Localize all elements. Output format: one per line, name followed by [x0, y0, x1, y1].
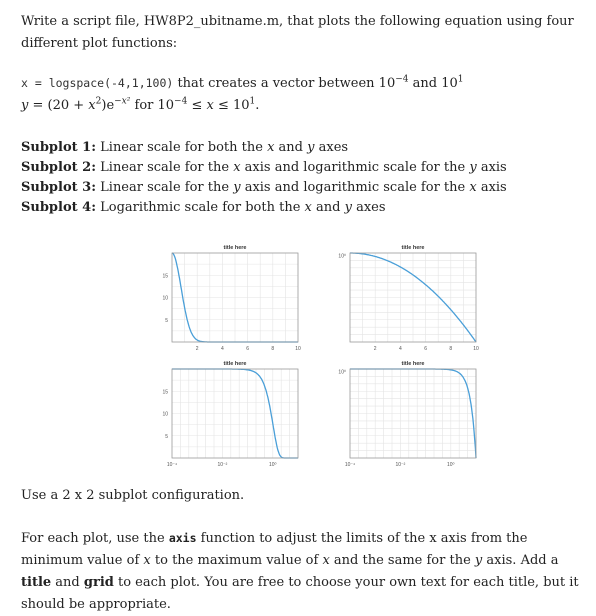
subplot-3-spec: [21, 180, 507, 195]
subplot-1-text-a: Linear scale for both the: [96, 140, 268, 155]
subplot-4-text-b: and: [311, 200, 345, 215]
y-sq: 2: [95, 96, 102, 107]
grid-keyword: grid: [83, 575, 114, 590]
y-leq-2: ≤ 10: [213, 98, 250, 113]
subplot-2-text-c: axis: [476, 160, 507, 175]
y-lhs: y: [21, 98, 29, 113]
subplot-3-x: x: [469, 180, 477, 195]
subplot-4-x-tick-label: 10⁻²: [395, 462, 406, 468]
final-x-2: x: [322, 553, 330, 568]
subplot-1-title: title here: [223, 245, 247, 251]
subplot-4-text-c: axes: [351, 200, 386, 215]
intro-line-2: different plot functions:: [21, 36, 178, 51]
x-definition-line: [21, 76, 464, 91]
subplot-2-text-b: axis and logarithmic scale for the: [240, 160, 470, 175]
subplot-4-label: Subplot 4:: [21, 200, 97, 215]
subplot-2-spec: [21, 160, 507, 175]
subplot-2-label: Subplot 2:: [21, 160, 97, 175]
y-exp-3: −4: [174, 96, 188, 107]
subplot-2-text-a: Linear scale for the: [96, 160, 234, 175]
subplot-3-y-tick-label: 10: [162, 411, 168, 418]
subplot-1-spec: [21, 140, 348, 155]
subplot-4-text-a: Logarithmic scale for both the: [96, 200, 305, 215]
subplot-3-y-tick-label: 15: [162, 389, 168, 396]
subplot-4-x: x: [304, 200, 312, 215]
subplot-3-y: y: [233, 180, 241, 195]
y-equation-line: [21, 98, 259, 113]
intro-line-1: Write a script file, HW8P2_ubitname.m, that plots the following equation using four: [21, 14, 574, 29]
subplot-1-x-tick-label: 6: [246, 346, 249, 352]
final-text-4: and the same for the: [329, 553, 475, 568]
subplot-2-x-tick-label: 4: [399, 346, 402, 352]
x-desc-b: and 10: [408, 76, 458, 91]
subplot-2-x-tick-label: 10: [473, 346, 479, 352]
subplot-2-x-tick-label: 6: [424, 346, 427, 352]
config-instruction: Use a 2 x 2 subplot configuration.: [21, 488, 245, 503]
final-text-3: to the maximum value of: [150, 553, 323, 568]
subplot-2-title: title here: [401, 245, 425, 251]
subplot-1-text-b: and: [274, 140, 308, 155]
final-text-5: axis. Add a: [482, 553, 559, 568]
subplot-3-text-b: axis and logarithmic scale for the: [240, 180, 470, 195]
subplot-1-y-tick-label: 15: [162, 273, 168, 280]
subplot-1-y-tick-label: 5: [165, 317, 168, 324]
x-exp-2: 1: [457, 74, 464, 85]
subplot-3-text-c: axis: [476, 180, 507, 195]
final-y: y: [474, 553, 483, 568]
subplot-1-x: x: [267, 140, 275, 155]
subplot-3-label: Subplot 3:: [21, 180, 97, 195]
subplot-1-x-tick-label: 4: [221, 346, 224, 352]
subplot-1-text-c: axes: [314, 140, 349, 155]
subplot-3-text-a: Linear scale for the: [96, 180, 234, 195]
final-instructions: [21, 527, 591, 616]
subplot-3-title: title here: [223, 361, 247, 367]
x-code: x = logspace(-4,1,100): [21, 76, 174, 90]
subplot-1-x-tick-label: 2: [195, 346, 199, 352]
subplot-3-y-tick-label: 5: [165, 433, 168, 440]
y-exp: −x²: [114, 96, 131, 107]
subplot-1-label: Subplot 1:: [21, 140, 97, 155]
axis-keyword: axis: [168, 531, 197, 545]
subplot-1-y-tick-label: 10: [162, 295, 168, 302]
x-exp-1: −4: [395, 74, 409, 85]
y-exp-4: 1: [249, 96, 256, 107]
y-x2: x: [206, 98, 214, 113]
subplot-1-x-tick-label: 8: [271, 346, 275, 352]
subplot-2-x: x: [233, 160, 241, 175]
y-leq-1: ≤: [187, 98, 207, 113]
subplot-4-y-tick-label: 10⁰: [338, 369, 346, 376]
subplot-4-spec: [21, 200, 386, 215]
subplot-2-y: y: [469, 160, 477, 175]
final-x-1: x: [143, 553, 151, 568]
subplot-4-x-tick-label: 10⁻⁴: [344, 462, 356, 468]
subplot-1-x-tick-label: 10: [295, 346, 301, 352]
subplot-3-x-tick-label: 10⁰: [269, 462, 277, 468]
y-for: for 10: [130, 98, 175, 113]
subplot-2-x-tick-label: 2: [373, 346, 377, 352]
final-text-7: to each plot. You are free to choose your own text for each title, but it should be appropriate.: [21, 575, 579, 612]
y-mid: = (20 +: [28, 98, 89, 113]
subplot-2-y-tick-label: 10⁰: [338, 253, 346, 260]
y-dot: .: [255, 98, 260, 113]
subplot-4-x-tick-label: 10⁰: [447, 462, 455, 468]
y-x: x: [88, 98, 96, 113]
subplot-4-y: y: [344, 200, 352, 215]
x-desc-a: that creates a vector between 10: [173, 76, 396, 91]
subplot-figure: [150, 240, 480, 480]
final-text-2: function to adjust the limits of the x axis from the minimum value of: [21, 531, 528, 568]
title-keyword: title: [21, 575, 52, 590]
final-text-1: For each plot, use the: [21, 531, 169, 546]
subplot-2-x-tick-label: 8: [449, 346, 453, 352]
subplot-3-x-tick-label: 10⁻⁴: [166, 462, 178, 468]
final-text-6: and: [51, 575, 84, 590]
subplot-1-y: y: [307, 140, 315, 155]
subplot-3-x-tick-label: 10⁻²: [217, 462, 228, 468]
subplot-4-title: title here: [401, 361, 425, 367]
y-paren: )e: [101, 98, 115, 113]
